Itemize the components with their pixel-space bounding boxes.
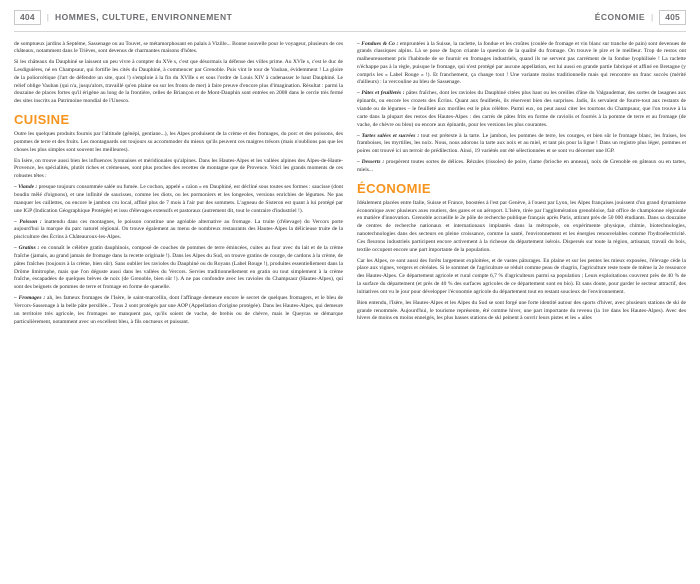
list-item-lead: – Viande : (14, 184, 38, 191)
list-item-text: tout est prétexte à la tarte. Le jambon, les pommes de terre, les courges, et bien sûr le fromage blanc, les fraises, les framboises, les myrtilles, les noix. Nous, nous adorons la tarte aux noix et au miel, et tant pis pour la ligne ! Dans un registre plus léger, pommes et poires ont trouvé ici un terroir de prédilection. Ainsi, 19 variétés ont été sélectionnées et se sont vu décerner une IGP. (357, 132, 687, 155)
list-item-lead: – Pâtes et feuilletés : (357, 90, 405, 97)
list-item-lead: – Gratins : (14, 245, 40, 252)
paragraph: Idéalement placées entre Italie, Suisse et France, boostées à l'est par Genève, à l'ouest par Lyon, les Alpes françaises jouissent d'un grand dynamisme économique avec plusieurs axes routiers, des gares et un aéroport. L'Isère, tirée par l'agglomération grenobloise, fait office de championne régionale en matière d'innovation. Grenoble accueille le 2e pôle de recherche publique français après Paris, attirant près de 50 000 étudiants. Dans sa douzaine de centres de recherche nationaux et internationaux implantés dans la métropole, on expérimente physique, chimie, biotechnologies, nanotechnologies dans des secteurs en pleine croissance, comme la santé, l'environnement et les énergies renouvelables comme l'hydroélectricité. Ces fleurons industriels participent encore activement à la richesse du département isérois. Dispersés sur toute la région, artisanat, travail du bois, textile occupent encore une part importante de la population. (357, 199, 686, 253)
list-item-text: inattendu dans ces montagnes, le poisson constitue une agréable alternative au fromage. La truite (d'élevage) du Vercors porte aujourd'hui la marque du parc naturel régional. On trouve également au menu de nombreux restaurants des Hautes-Alpes la délicieuse truite de la pisciculture des Écrins à Châteauroux-les-Alpes. (14, 218, 343, 241)
column-left (14, 41, 343, 330)
list-item-lead: – Fondues & Co : (357, 40, 399, 47)
list-item-lead: – Tartes salées et sucrées : (357, 132, 420, 139)
list-item-lead: – Fromages : (14, 295, 46, 302)
folio-right: 405 (659, 10, 686, 25)
list-item (357, 133, 686, 156)
paragraph: Si les châteaux du Dauphiné se laissent un peu vivre à compter du XVe s, c'est que désormais la défense des villes prime. Au XVIe s, c'est le duc de Lesdiguières, né en Champsaur, qui fortifie les cités du Dauphiné, à commencer par Grenoble. Puis vint le tour de Vauban, évidemment ! La gloire de la poliorcétique (l'art de défendre un site, quoi !) s'emploie à la fin du XVIIe s et sous l'ordre de Louis XIV à cadenasser le haut Dauphiné. Le relief oblige Vauban (qui n'a, jusqu'alors, travaillé qu'en plaine ou sur les fronts de mer) à faire preuve d'encore plus d'imagination. Résultat : parmi la douzaine de places fortes qu'il érigène au long de la frontière, celles de Briançon et de Mont-Dauphin sont entrées en 2008 dans le cercle très fermé des sites inscrits au Patrimoine mondial de l'Unesco. (14, 59, 343, 105)
list-item (357, 90, 686, 129)
paragraph: Bien entendu, l'Isère, les Hautes-Alpes et les Alpes du Sud se sont forgé une forte identité autour des sports d'hiver, avec plusieurs stations de ski de grande renommée. Aujourd'hui, le tourisme représente, été comme hiver, une part importante du revenu (la 1re dans les Hautes-Alpes). Avec des hivers de moins en moins enneigés, les plus basses stations de ski peinent à ouvrir leurs pistes et les « ailes (357, 299, 686, 322)
header-separator-left: | (46, 12, 50, 23)
list-item-lead: – Poisson : (14, 218, 42, 225)
page-header (0, 0, 700, 25)
header-title-right: ÉCONOMIE (594, 12, 645, 23)
list-item-text: prospèrent toutes sortes de délices. Rézules (rissoles) de poire, riame (brioche en anneau), noix de Grenoble en gâteaux ou en tartes, miels... (357, 159, 687, 174)
list-item (14, 184, 343, 215)
list-item (14, 219, 343, 242)
body-columns (0, 32, 700, 330)
column-right (357, 41, 686, 330)
paragraph: de somptueux jardins à Septème, Sassenage ou au Touvet, se métamorphosant en palais à Vizille... Bonne nouvelle pour le voyageur, plusieurs de ces châteaux, notamment dans le Trièves, sont devenus de charmantes maisons d'hôtes. (14, 40, 343, 55)
list-item-text: ah, les fameux fromages de l'Isère, le saint-marcellin, dont l'affinage demeure encore le secret de quelques fromagers, et le bleu de Vercors-Sassenage à la belle pâte persillée... Tous 2 sont protégés par une AOP (Appellation d'origine protégée). Dans les Hautes-Alpes, qui demeure un territoire très agricole, les fromages ne manquent pas, qu'ils soient de vache, de brebis ou de chèvre, mais le Queyras se démarque particulièrement, notamment avec un excellent bleu, à fils onctueux et puissant. (14, 295, 344, 325)
header-separator-right: | (650, 12, 654, 23)
paragraph: Car les Alpes, ce sont aussi des forêts largement exploitées, et de vastes pâturages. En plaine et sur les pentes les mieux exposées, l'élevage cède la place aux vignes, vergers et céréales. Si le sommet de l'agriculture se réduit comme peau de chagrin, l'agriculture reste toute de même la 2e ressource des Hautes-Alpes. Ce département agricole et rural compte 6,7 % d'agriculteurs parmi sa population ; Leurs exploitations couvrent près de 40 % de la surface du département (et près de 40 % des surfaces agricoles de ce département sont en bio). Et sans doute, pour garder le secteur attractif, des initiatives ont vu le jour pour développer l'économie agricole du département tout en restant soucieux de l'environnement. (357, 257, 686, 295)
list-item (357, 41, 686, 88)
list-item (14, 295, 343, 326)
list-item-text: presque toujours consommée salée ou fumée. Le cochon, appelé « caïon » en Dauphiné, est décliné sous toutes ses formes : saucisse (dont boudin mêlé d'oignons), et une infinité de saucisses, comme les diots, ou les pormoniers et les longeoles, versions enrichies de légumes. Ne pas manquer les caillettes, ou encore le jambon cru local, affiné plus de 7 mois à l'air pur des sommets. L'agneau de Sisteron est quant à lui protégé par une IGP (Indication Géographique Protégée) et issu d'élevages extensifs et pastoraux (autrement dit, tout le contraire d'industriel !). (14, 184, 343, 214)
list-item-text: empruntées à la Suisse, la raclette, la fondue et les croûtes (coulée de fromage et vin blanc sur tranche de pain) sont devenues de grands classiques alpins. Là se pose de façon criante la question de la qualité du fromage. On trouve le pire et le meilleur. Trop de restos ont malheureusement pris l'habitude de se fournir en fromages industriels, quand ils ne servent pas carrément de la fondue lyophilisée ! La raclette n'échappe pas à la règle, puisque le fromage, qui n'est protégé par aucune appellation, est lui aussi en grande partie fabriqué et affiné en Bretagne (y compris les « Label Rouge » !). Et franchement, ça change tout ! Une variante moins traditionnelle mais qui rencontre un franc succès (mérité d'ailleurs) : la vercouline au bleu de Sassenage. (357, 40, 686, 86)
list-item-text: en connaît le célèbre gratin dauphinois, composé de couches de pommes de terre émincées, cuites au four avec du lait et de la crème fraîche (jamais, au grand jamais de fromage dans la recette originale !). Dans les Alpes du Sud, on trouve gratins de courge, de cardons à la crème, de pâtes fraîches (toujours à la crème, bien sûr). Sans oublier les ravioles du Dauphiné ou du Royans (Label Rouge !), produites essentiellement dans la Drôme limitrophe, mais que l'on déguste aussi dans les vallées du Vercors. Servies traditionnellement en gratin ou tout simplement à la crème fraîche, escapadées de quelques brèves de noix (de Grenoble, bien sûr !). A ne pas confondre avec les ravioles du Champsaur (Hautes-Alpes), qui sont des beignets de pommes de terre et fromage en forme de quenelle. (14, 245, 344, 291)
section-title-cuisine: CUISINE (14, 112, 70, 128)
folio-left: 404 (14, 10, 41, 25)
list-item-text: pâtes fraîches, dont les ravioles du Dauphiné citées plus haut ou les oreilles d'âne du Valgaudemar, des sortes de lasagnes aux épinards, ou encore les crozets des Écrins. Quant aux feuilletés, ils réservent bien des surprises. Jadis, ils servaient de fourre-tout aux restants de viande ou de légumes – le feuilleté aux morilles est le plus célèbre. Parmi eux, on peut aussi citer les tourtons du Champsaur, que l'on trouve à la carte dans la plupart des restos des Hautes-Alpes : des carrés de pâtes frits en forme de raviolis et fourrés à la pomme de terre et au fromage (de vache, de chèvre ou bleu) ou encore aux épinards, pour les versions les plus courantes. (357, 90, 686, 128)
paragraph: En Isère, on trouve aussi bien les influences lyonnaises et méridionales qu'alpines. Dans les Hautes-Alpes et les vallées alpines des Alpes-de-Haute-Provence, les spécialités, plutôt riches et crémeuses, sont plus proches des recettes de montagne que de Provence. Voici les grands moments de ces robustes têtes : (14, 157, 343, 180)
list-item (357, 159, 686, 175)
paragraph: Outre les quelques produits fournis par l'altitude (génépi, gentiane...), les Alpes produisent de la crème et des fromages, du porc et des poissons, des pommes de terre et des fruits. Les montagnards ont toujours su accommoder du mieux qu'ils peuvent ces maigres trésors (mais n'oublions pas que les choses les plus simples sont souvent les meilleures). (14, 131, 343, 153)
list-item (14, 245, 343, 292)
header-title-left: HOMMES, CULTURE, ENVIRONNEMENT (55, 12, 233, 23)
list-item-lead: – Desserts : (357, 159, 385, 166)
section-title-economie: ÉCONOMIE (357, 180, 431, 196)
